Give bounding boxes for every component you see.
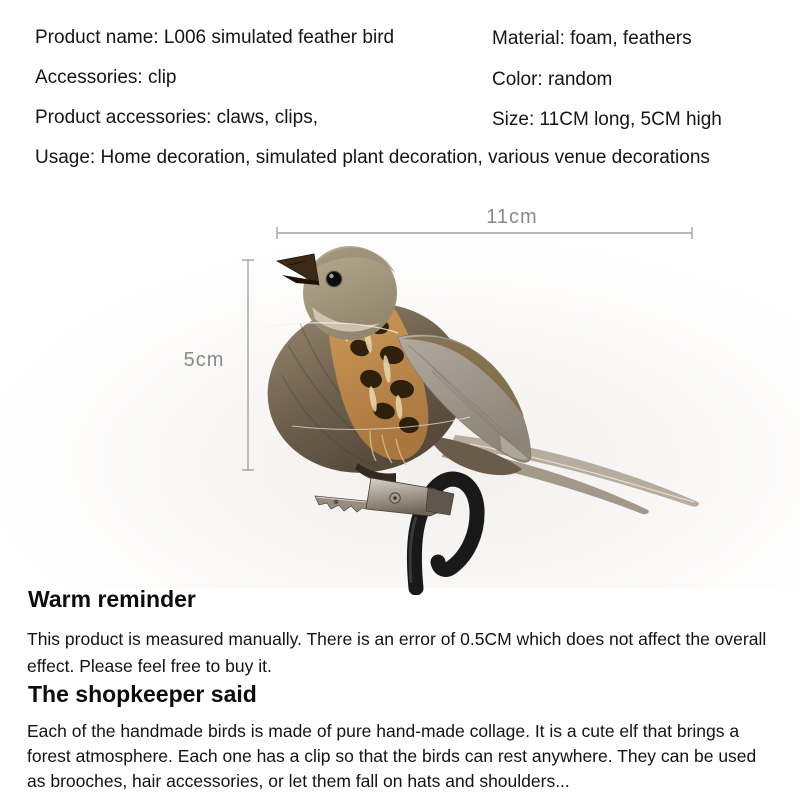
product-photo-illustration xyxy=(0,195,800,595)
clip-rivet-center xyxy=(393,496,397,500)
spec-usage: Usage: Home decoration, simulated plant decoration, various venue decorations xyxy=(35,147,710,168)
shopkeeper-line-2: forest atmosphere. Each one has a clip so that the birds can rest anywhere. They can be used xyxy=(27,746,757,766)
shopkeeper-title: The shopkeeper said xyxy=(28,681,257,707)
shopkeeper-text xyxy=(27,719,756,794)
bird-eye xyxy=(325,270,342,287)
spec-material: Material: foam, feathers xyxy=(492,28,692,49)
spec-product-accessories: Product accessories: claws, clips, xyxy=(35,107,318,128)
spec-accessories: Accessories: clip xyxy=(35,67,177,88)
shopkeeper-line-3: as brooches, hair accessories, or let them fall on hats and shoulders... xyxy=(27,771,570,791)
warm-reminder-text xyxy=(27,626,766,680)
warm-reminder-title: Warm reminder xyxy=(28,586,196,612)
product-photo xyxy=(0,195,800,595)
spec-color: Color: random xyxy=(492,69,613,90)
shopkeeper-line-1: Each of the handmade birds is made of pure hand-made collage. It is a cute elf that brings a xyxy=(27,721,740,741)
spec-size: Size: 11CM long, 5CM high xyxy=(492,109,722,130)
bird-head xyxy=(303,246,397,340)
warm-reminder-line-2: effect. Please feel free to buy it. xyxy=(27,656,272,676)
warm-reminder-line-1: This product is measured manually. There is an error of 0.5CM which does not affect the overall xyxy=(27,629,767,649)
clip-pin xyxy=(334,500,339,505)
height-dimension-label: 5cm xyxy=(183,349,225,371)
spec-product-name: Product name: L006 simulated feather bird xyxy=(35,27,395,48)
width-dimension-label: 11cm xyxy=(486,206,538,228)
